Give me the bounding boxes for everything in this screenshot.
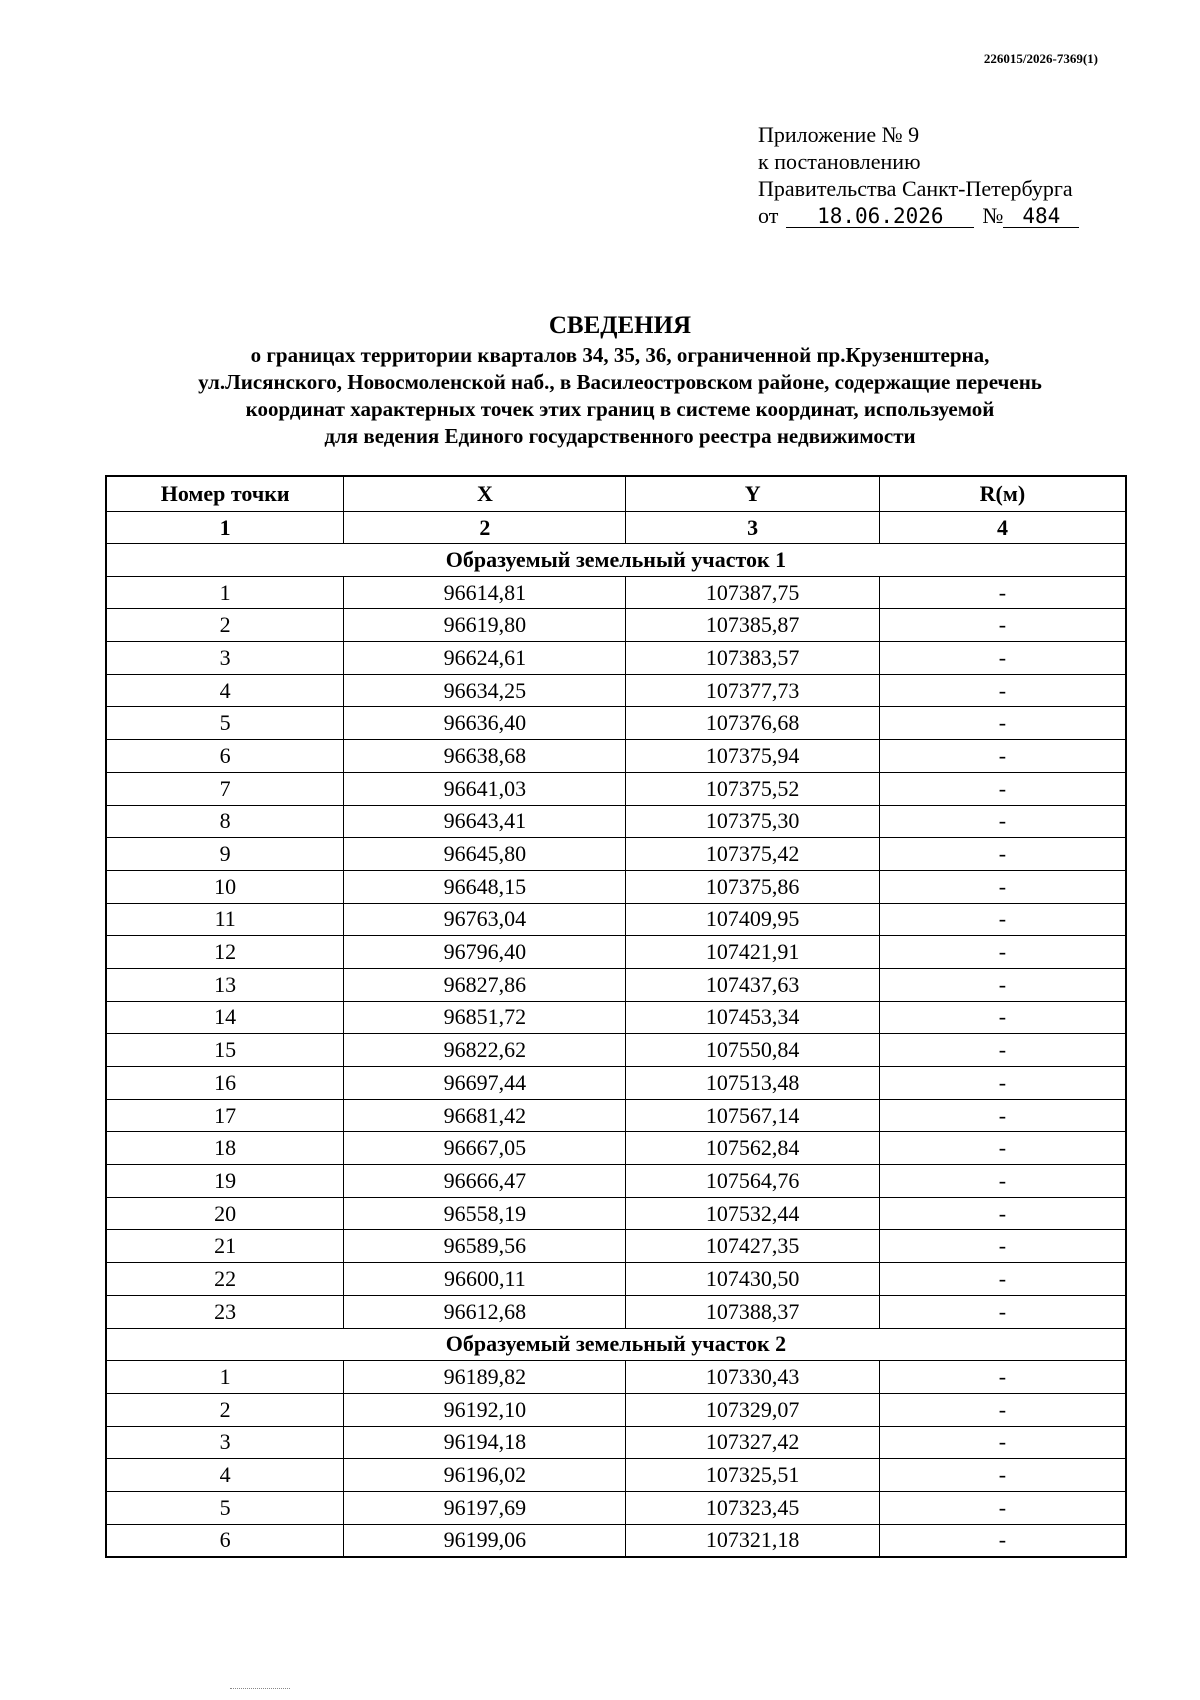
x-coordinate-cell: 96199,06 <box>344 1524 626 1557</box>
column-number: 1 <box>106 512 344 544</box>
point-number-cell: 3 <box>106 1426 344 1459</box>
table-body <box>106 512 1126 1558</box>
radius-cell: - <box>879 609 1126 642</box>
x-coordinate-cell: 96638,68 <box>344 740 626 773</box>
y-coordinate-cell: 107375,30 <box>626 805 879 838</box>
x-coordinate-cell: 96589,56 <box>344 1230 626 1263</box>
radius-cell: - <box>879 903 1126 936</box>
x-coordinate-cell: 96196,02 <box>344 1459 626 1492</box>
table-row <box>106 1132 1126 1165</box>
y-coordinate-cell: 107330,43 <box>626 1361 879 1394</box>
y-coordinate-cell: 107385,87 <box>626 609 879 642</box>
radius-cell: - <box>879 1230 1126 1263</box>
radius-cell: - <box>879 1165 1126 1198</box>
table-row <box>106 870 1126 903</box>
table-row <box>106 903 1126 936</box>
document-title: СВЕДЕНИЯ <box>548 312 692 339</box>
y-coordinate-cell: 107567,14 <box>626 1099 879 1132</box>
point-number-cell: 20 <box>106 1197 344 1230</box>
radius-cell: - <box>879 968 1126 1001</box>
y-coordinate-cell: 107327,42 <box>626 1426 879 1459</box>
point-number-cell: 7 <box>106 772 344 805</box>
y-coordinate-cell: 107564,76 <box>626 1165 879 1198</box>
subtitle-line-4: для ведения Единого государственного реестра недвижимости <box>324 424 916 448</box>
radius-cell: - <box>879 740 1126 773</box>
from-label: от <box>758 203 779 228</box>
coordinates-table <box>105 475 1127 1558</box>
table-row <box>106 1426 1126 1459</box>
y-coordinate-cell: 107562,84 <box>626 1132 879 1165</box>
decree-date: 18.06.2026 <box>786 205 974 228</box>
x-coordinate-cell: 96643,41 <box>344 805 626 838</box>
point-number-cell: 8 <box>106 805 344 838</box>
point-number-cell: 15 <box>106 1034 344 1067</box>
header-y: Y <box>626 476 879 512</box>
x-coordinate-cell: 96851,72 <box>344 1001 626 1034</box>
radius-cell: - <box>879 707 1126 740</box>
x-coordinate-cell: 96763,04 <box>344 903 626 936</box>
table-row <box>106 707 1126 740</box>
y-coordinate-cell: 107375,94 <box>626 740 879 773</box>
table-row <box>106 1295 1126 1328</box>
number-label: № <box>982 203 1004 228</box>
y-coordinate-cell: 107323,45 <box>626 1491 879 1524</box>
table-row <box>106 1459 1126 1492</box>
page-edge-mark <box>230 1688 290 1695</box>
table-row <box>106 1230 1126 1263</box>
radius-cell: - <box>879 674 1126 707</box>
point-number-cell: 17 <box>106 1099 344 1132</box>
radius-cell: - <box>879 1132 1126 1165</box>
y-coordinate-cell: 107375,86 <box>626 870 879 903</box>
x-coordinate-cell: 96614,81 <box>344 576 626 609</box>
radius-cell: - <box>879 772 1126 805</box>
y-coordinate-cell: 107409,95 <box>626 903 879 936</box>
subtitle-line-3: координат характерных точек этих границ в системе координат, используемой <box>245 397 995 421</box>
table-row <box>106 1099 1126 1132</box>
table-row <box>106 936 1126 969</box>
radius-cell: - <box>879 642 1126 675</box>
point-number-cell: 3 <box>106 642 344 675</box>
annex-block <box>758 121 1079 229</box>
y-coordinate-cell: 107383,57 <box>626 642 879 675</box>
column-number: 4 <box>879 512 1126 544</box>
x-coordinate-cell: 96641,03 <box>344 772 626 805</box>
subtitle-line-1: о границах территории кварталов 34, 35, 36, ограниченной пр.Крузенштерна, <box>250 343 990 367</box>
table-row <box>106 772 1126 805</box>
x-coordinate-cell: 96194,18 <box>344 1426 626 1459</box>
x-coordinate-cell: 96612,68 <box>344 1295 626 1328</box>
y-coordinate-cell: 107513,48 <box>626 1067 879 1100</box>
point-number-cell: 4 <box>106 1459 344 1492</box>
y-coordinate-cell: 107321,18 <box>626 1524 879 1557</box>
y-coordinate-cell: 107427,35 <box>626 1230 879 1263</box>
table-row <box>106 674 1126 707</box>
document-heading <box>80 310 1160 450</box>
header-x: X <box>344 476 626 512</box>
column-number: 2 <box>344 512 626 544</box>
point-number-cell: 6 <box>106 740 344 773</box>
point-number-cell: 1 <box>106 576 344 609</box>
x-coordinate-cell: 96648,15 <box>344 870 626 903</box>
table-row <box>106 740 1126 773</box>
point-number-cell: 9 <box>106 838 344 871</box>
table-row <box>106 609 1126 642</box>
point-number-cell: 10 <box>106 870 344 903</box>
point-number-cell: 1 <box>106 1361 344 1394</box>
x-coordinate-cell: 96619,80 <box>344 609 626 642</box>
table-row <box>106 1491 1126 1524</box>
radius-cell: - <box>879 576 1126 609</box>
section-title: Образуемый земельный участок 2 <box>106 1328 1126 1361</box>
radius-cell: - <box>879 805 1126 838</box>
annex-line-3: Правительства Санкт-Петербурга <box>758 176 1073 201</box>
point-number-cell: 18 <box>106 1132 344 1165</box>
radius-cell: - <box>879 1197 1126 1230</box>
table-row <box>106 1197 1126 1230</box>
point-number-cell: 19 <box>106 1165 344 1198</box>
table-row <box>106 1524 1126 1557</box>
radius-cell: - <box>879 1034 1126 1067</box>
radius-cell: - <box>879 1491 1126 1524</box>
x-coordinate-cell: 96666,47 <box>344 1165 626 1198</box>
decree-number: 484 <box>1003 205 1079 228</box>
annex-date-line <box>758 202 1079 229</box>
y-coordinate-cell: 107325,51 <box>626 1459 879 1492</box>
point-number-cell: 21 <box>106 1230 344 1263</box>
x-coordinate-cell: 96697,44 <box>344 1067 626 1100</box>
x-coordinate-cell: 96822,62 <box>344 1034 626 1067</box>
y-coordinate-cell: 107329,07 <box>626 1393 879 1426</box>
x-coordinate-cell: 96667,05 <box>344 1132 626 1165</box>
y-coordinate-cell: 107532,44 <box>626 1197 879 1230</box>
radius-cell: - <box>879 1393 1126 1426</box>
radius-cell: - <box>879 1459 1126 1492</box>
point-number-cell: 16 <box>106 1067 344 1100</box>
point-number-cell: 22 <box>106 1263 344 1296</box>
x-coordinate-cell: 96827,86 <box>344 968 626 1001</box>
radius-cell: - <box>879 1295 1126 1328</box>
x-coordinate-cell: 96636,40 <box>344 707 626 740</box>
table-row <box>106 1165 1126 1198</box>
section-title: Образуемый земельный участок 1 <box>106 544 1126 577</box>
table-row <box>106 576 1126 609</box>
radius-cell: - <box>879 1067 1126 1100</box>
point-number-cell: 4 <box>106 674 344 707</box>
column-number: 3 <box>626 512 879 544</box>
y-coordinate-cell: 107387,75 <box>626 576 879 609</box>
x-coordinate-cell: 96192,10 <box>344 1393 626 1426</box>
radius-cell: - <box>879 936 1126 969</box>
y-coordinate-cell: 107377,73 <box>626 674 879 707</box>
point-number-cell: 5 <box>106 1491 344 1524</box>
y-coordinate-cell: 107376,68 <box>626 707 879 740</box>
x-coordinate-cell: 96600,11 <box>344 1263 626 1296</box>
table-row <box>106 1361 1126 1394</box>
table-row <box>106 805 1126 838</box>
point-number-cell: 11 <box>106 903 344 936</box>
x-coordinate-cell: 96624,61 <box>344 642 626 675</box>
point-number-cell: 14 <box>106 1001 344 1034</box>
point-number-cell: 2 <box>106 1393 344 1426</box>
point-number-cell: 6 <box>106 1524 344 1557</box>
y-coordinate-cell: 107453,34 <box>626 1001 879 1034</box>
table-row <box>106 968 1126 1001</box>
section-row <box>106 544 1126 577</box>
x-coordinate-cell: 96796,40 <box>344 936 626 969</box>
section-row <box>106 1328 1126 1361</box>
radius-cell: - <box>879 1099 1126 1132</box>
x-coordinate-cell: 96681,42 <box>344 1099 626 1132</box>
table-row <box>106 1263 1126 1296</box>
x-coordinate-cell: 96189,82 <box>344 1361 626 1394</box>
table-row <box>106 642 1126 675</box>
table-row <box>106 838 1126 871</box>
point-number-cell: 12 <box>106 936 344 969</box>
point-number-cell: 13 <box>106 968 344 1001</box>
radius-cell: - <box>879 1263 1126 1296</box>
x-coordinate-cell: 96197,69 <box>344 1491 626 1524</box>
y-coordinate-cell: 107430,50 <box>626 1263 879 1296</box>
subtitle-line-2: ул.Лисянского, Новосмоленской наб., в Василеостровском районе, содержащие перечень <box>198 370 1042 394</box>
radius-cell: - <box>879 1361 1126 1394</box>
radius-cell: - <box>879 1001 1126 1034</box>
annex-line-1: Приложение № 9 <box>758 122 920 147</box>
header-point-number: Номер точки <box>106 476 344 512</box>
y-coordinate-cell: 107375,52 <box>626 772 879 805</box>
document-code: 226015/2026-7369(1) <box>983 51 1098 66</box>
x-coordinate-cell: 96645,80 <box>344 838 626 871</box>
radius-cell: - <box>879 870 1126 903</box>
radius-cell: - <box>879 1426 1126 1459</box>
header-row <box>106 476 1126 512</box>
table-row <box>106 1067 1126 1100</box>
radius-cell: - <box>879 1524 1126 1557</box>
radius-cell: - <box>879 838 1126 871</box>
point-number-cell: 23 <box>106 1295 344 1328</box>
y-coordinate-cell: 107550,84 <box>626 1034 879 1067</box>
y-coordinate-cell: 107388,37 <box>626 1295 879 1328</box>
x-coordinate-cell: 96558,19 <box>344 1197 626 1230</box>
point-number-cell: 2 <box>106 609 344 642</box>
y-coordinate-cell: 107437,63 <box>626 968 879 1001</box>
annex-line-2: к постановлению <box>758 149 921 174</box>
y-coordinate-cell: 107375,42 <box>626 838 879 871</box>
column-number-row <box>106 512 1126 544</box>
point-number-cell: 5 <box>106 707 344 740</box>
header-radius: R(м) <box>879 476 1126 512</box>
table-row <box>106 1034 1126 1067</box>
x-coordinate-cell: 96634,25 <box>344 674 626 707</box>
y-coordinate-cell: 107421,91 <box>626 936 879 969</box>
table-row <box>106 1001 1126 1034</box>
table-row <box>106 1393 1126 1426</box>
